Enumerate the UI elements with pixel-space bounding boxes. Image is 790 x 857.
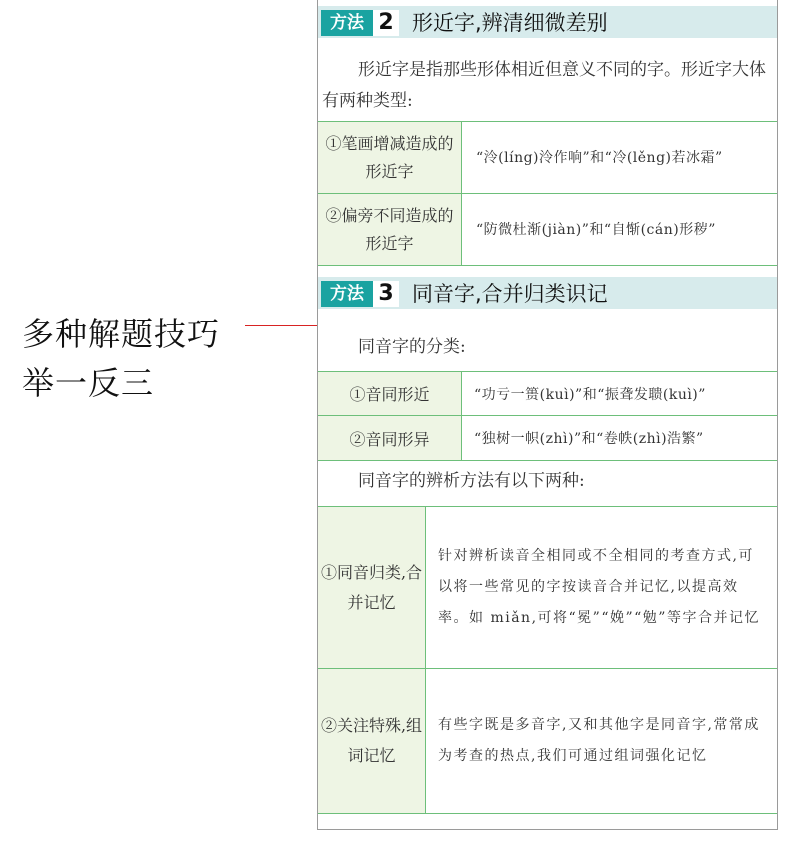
table-row <box>318 507 777 669</box>
row-content: “独树一帜(zhì)”和“卷帙(zhì)浩繁” <box>474 431 704 447</box>
row-content: “泠(líng)泠作响”和“冷(lěng)若冰霜” <box>476 149 723 166</box>
document-page <box>317 0 778 830</box>
method-3-intro: 同音字的分类: <box>358 337 466 357</box>
method-2-table <box>318 121 777 266</box>
method-2-header <box>318 6 777 38</box>
row-content: 有些字既是多音字,又和其他字是同音字,常常成为考查的热点,我们可通过组词强化记忆 <box>438 717 760 764</box>
method-2-tag: 方法 <box>321 10 373 36</box>
method-3-intro2: 同音字的辨析方法有以下两种: <box>358 471 585 491</box>
row-content: “防微杜渐(jiàn)”和“自惭(cán)形秽” <box>476 221 716 238</box>
side-note-line2: 举一反三 <box>22 364 155 402</box>
row-label: ①音同形近 <box>318 372 462 415</box>
method-3-title: 同音字,合并归类识记 <box>412 282 608 306</box>
row-label: ②音同形异 <box>318 416 462 460</box>
method-3-table <box>318 371 777 461</box>
row-content: “功亏一篑(kuì)”和“振聋发聩(kuì)” <box>474 386 706 403</box>
row-label: ②关注特殊,组词记忆 <box>318 669 426 813</box>
method-2-title: 形近字,辨清细微差别 <box>412 11 608 35</box>
method-3-header <box>318 277 777 309</box>
method-3-number: 3 <box>373 281 399 307</box>
method-3-tag: 方法 <box>321 281 373 307</box>
row-label: ①笔画增减造成的形近字 <box>318 122 462 193</box>
method-3-methods-table <box>318 506 777 814</box>
side-note-line1: 多种解题技巧 <box>22 315 221 353</box>
method-2-intro: 形近字是指那些形体相近但意义不同的字。形近字大体有两种类型: <box>322 60 766 111</box>
table-row <box>318 194 777 266</box>
table-row <box>318 372 777 416</box>
row-label: ②偏旁不同造成的形近字 <box>318 194 462 265</box>
table-row <box>318 669 777 814</box>
method-2-number: 2 <box>373 10 399 36</box>
table-row <box>318 122 777 194</box>
row-label: ①同音归类,合并记忆 <box>318 507 426 668</box>
row-content: 针对辨析读音全相同或不全相同的考查方式,可以将一些常见的字按读音合并记忆,以提高效率。如 miǎn,可将“冕”“娩”“勉”等字合并记忆 <box>438 548 760 626</box>
table-row <box>318 416 777 461</box>
